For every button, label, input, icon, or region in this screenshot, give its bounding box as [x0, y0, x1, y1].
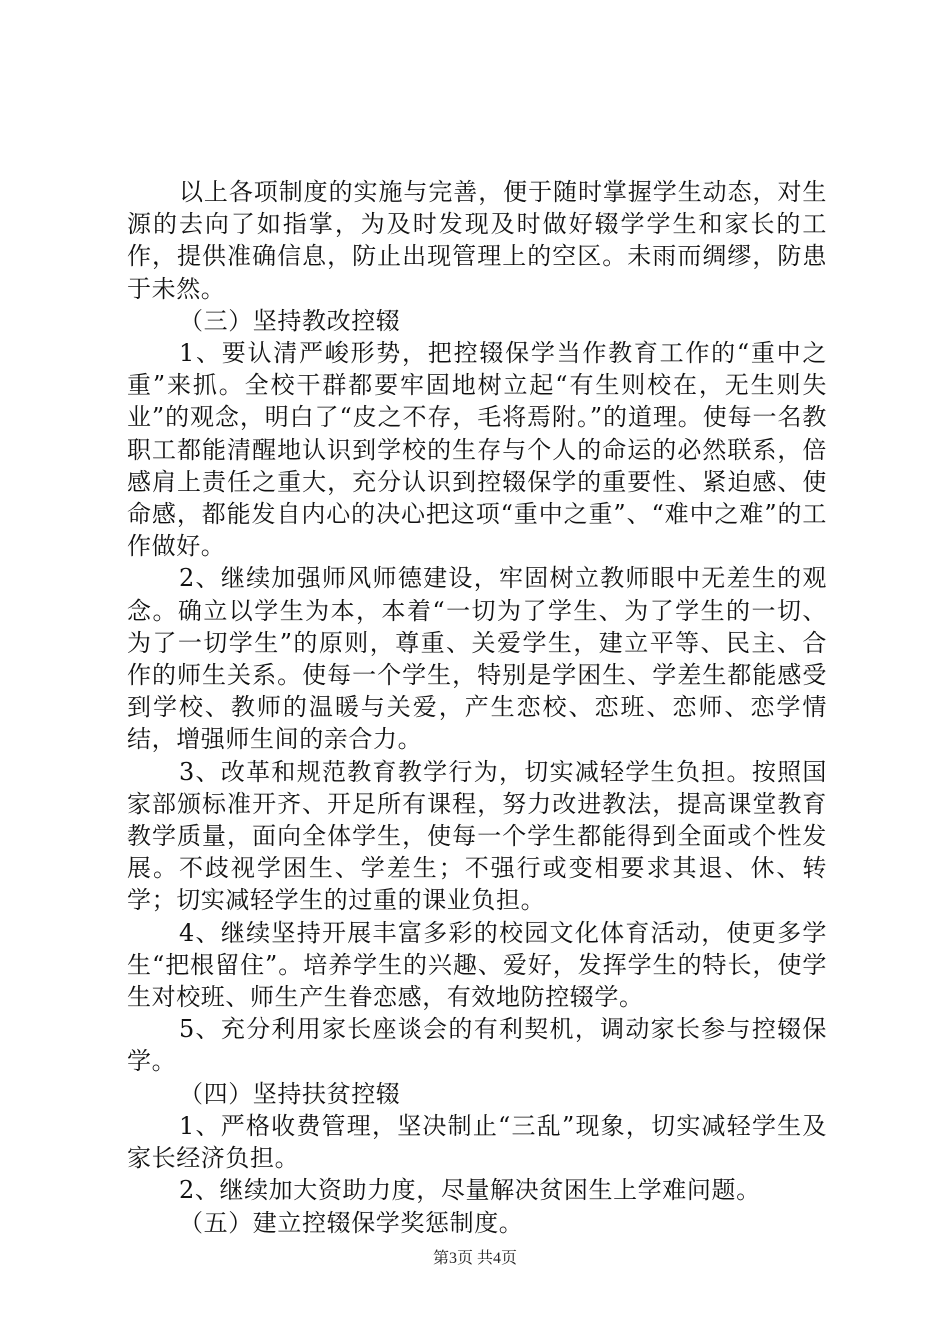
paragraph-item-5: 5、充分利用家长座谈会的有利契机，调动家长参与控辍保学。: [127, 1015, 827, 1076]
document-body: [127, 176, 827, 1239]
paragraph-item-1: 1、要认清严峻形势，把控辍保学当作教育工作的“重中之重”来抓。全校干群都要牢固地树立起“有生则校在，无生则失业”的观念，明白了“皮之不存，毛将焉附。”的道理。使每一名教职工都能清醒地认识到学校的生存与个人的命运的必然联系，倍感肩上责任之重大，充分认识到控辍保学的重要性、紧迫感、使命感，都能发自内心的决心把这项“重中之重”、“难中之难”的工作做好。: [127, 339, 827, 561]
paragraph-poverty-item-1: 1、严格收费管理，坚决制止“三乱”现象，切实减轻学生及家长经济负担。: [127, 1111, 827, 1173]
paragraph-system-implementation: 以上各项制度的实施与完善，便于随时掌握学生动态，对生源的去向了如指掌，为及时发现及时做好辍学学生和家长的工作，提供准确信息，防止出现管理上的空区。未雨而绸缪，防患于未然。: [127, 178, 827, 303]
paragraph-item-2: 2、继续加强师风师德建设，牢固树立教师眼中无差生的观念。确立以学生为本，本着“一切为了学生、为了学生的一切、为了一切学生”的原则，尊重、关爱学生，建立平等、民主、合作的师生关系。使每一个学生，特别是学困生、学差生都能感受到学校、教师的温暖与关爱，产生恋校、恋班、恋师、恋学情结，增强师生间的亲合力。: [127, 564, 827, 754]
section-heading-3: （三）坚持教改控辍: [179, 306, 401, 335]
paragraph-item-4: 4、继续坚持开展丰富多彩的校园文化体育活动，使更多学生“把根留住”。培养学生的兴趣、爱好，发挥学生的特长，使学生对校班、师生产生眷恋感，有效地防控辍学。: [127, 918, 827, 1012]
paragraph-poverty-item-2: 2、继续加大资助力度，尽量解决贫困生上学难问题。: [179, 1176, 761, 1205]
section-heading-4: （四）坚持扶贫控辍: [179, 1079, 401, 1108]
paragraph-item-3: 3、改革和规范教育教学行为，切实减轻学生负担。按照国家部颁标准开齐、开足所有课程，努力改进教法，提高课堂教育教学质量，面向全体学生，使每一个学生都能得到全面或个性发展。不歧视学困生、学差生；不强行或变相要求其退、休、转学；切实减轻学生的过重的课业负担。: [127, 757, 827, 915]
section-heading-5: （五）建立控辍保学奖惩制度。: [179, 1208, 524, 1237]
page-number-footer: 第3页 共4页: [432, 1250, 517, 1267]
